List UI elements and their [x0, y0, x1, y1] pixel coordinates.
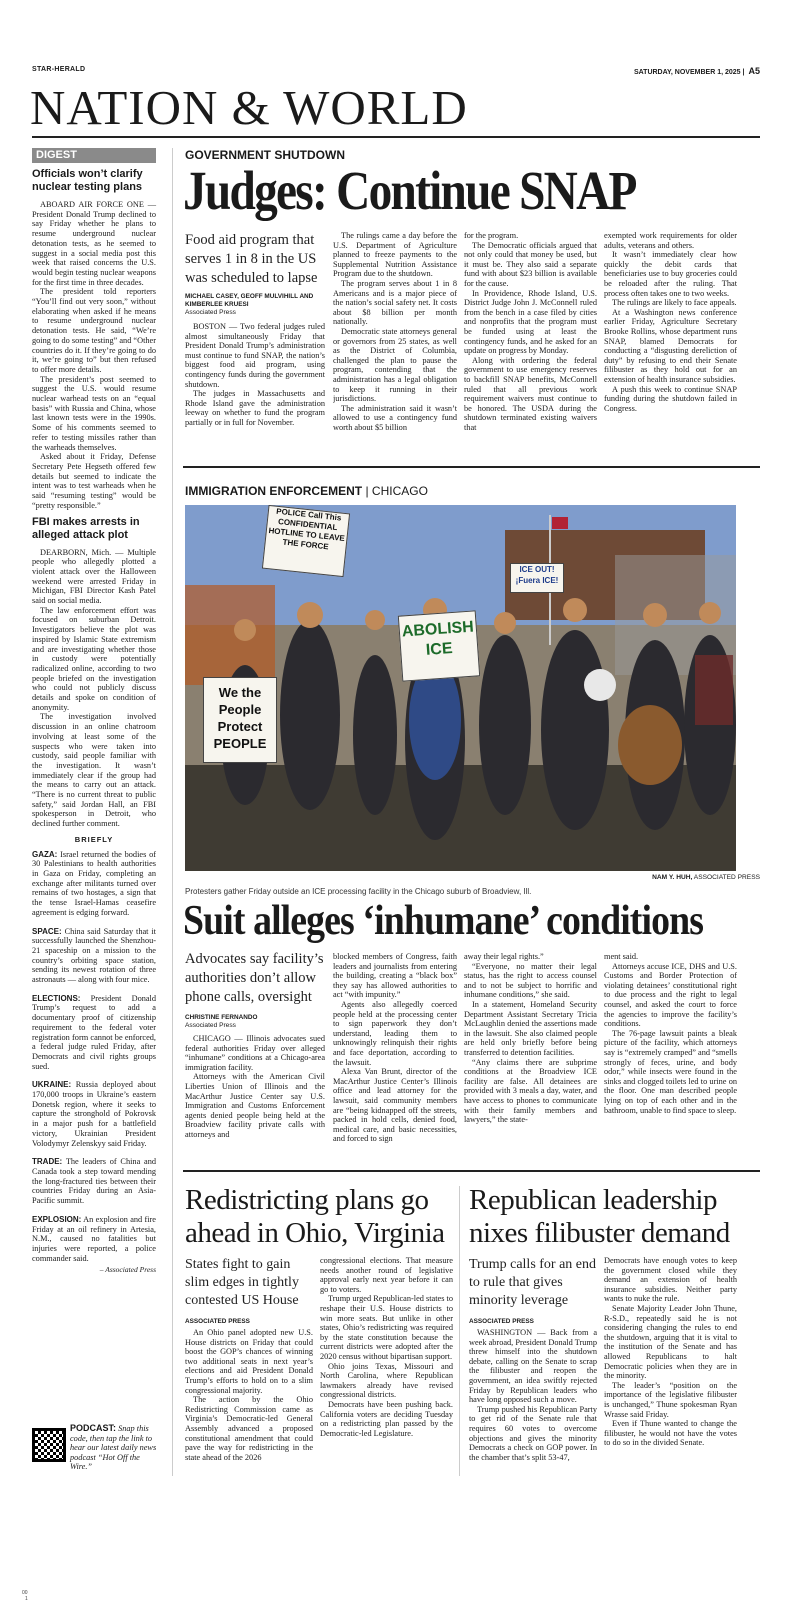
- photo-credit: [652, 874, 760, 881]
- story-paragraph: Trump urged Republican-led states to reshape their U.S. House districts to win more seats. But unlike in other states, Ohio’s redistricting was required by the state constitution because the current districts were adopted after the 2020 census without bipartisan support.: [320, 1294, 453, 1361]
- brief-ukraine: [32, 1080, 156, 1148]
- brief-elections: [32, 994, 156, 1072]
- story3-column-1: [185, 1328, 313, 1476]
- story1-deck: Food aid program that serves 1 in 8 in the US was scheduled to lapse: [185, 232, 318, 286]
- brief-gaza: [32, 850, 156, 918]
- story2-author: CHRISTINE FERNANDO: [185, 1014, 258, 1021]
- brief-text: Russia deployed about 170,000 troops in Ukraine’s eastern Donetsk region, where it seeks to capture the stronghold of Pokrovsk in a major push for a battlefield victory, Ukrainian President Volodymyr Zelenskyy said Friday.: [32, 1080, 156, 1148]
- story4-deck: Trump calls for an end to rule that gives minority leverage: [469, 1257, 597, 1308]
- brief-explosion: [32, 1215, 156, 1264]
- story-paragraph: At a Washington news conference earlier Friday, Agriculture Secretary Brooke Rollins, whose department runs SNAP, blamed Democrats for conducting a “disgusting dereliction of duty” by refusing to end their Senate filibuster as they hold out for an extension of health insurance subsidies.: [604, 307, 737, 384]
- story-paragraph: “Everyone, no matter their legal status, has the right to access counsel and to not be subject to horrific and inhumane conditions,” she said.: [464, 961, 597, 1000]
- story-paragraph: exempted work requirements for older adults, veterans and others.: [604, 231, 737, 250]
- story2-deck: Advocates say facility’s authorities don’t allow phone calls, oversight: [185, 951, 324, 1005]
- story-paragraph: Trump pushed his Republican Party to get rid of the Senate rule that requires 60 votes to overcome objections and gives the minority Democrats a check on GOP power. In the chamber that’s split 53-47,: [469, 1404, 597, 1462]
- story-divider: [183, 1170, 760, 1172]
- story-paragraph: The judges in Massachusetts and Rhode Island gave the administration leeway on whether to fund the program partially or in full for November.: [185, 389, 325, 427]
- story-paragraph: BOSTON — Two federal judges ruled almost simultaneously Friday that President Donald Trump’s administration must continue to fund SNAP, the nation’s biggest food aid program, using contingency funds during the government shutdown.: [185, 322, 325, 389]
- story-paragraph: It wasn’t immediately clear how quickly the debit cards that beneficiaries use to buy groceries could be reloaded after the ruling. That process often takes one to two weeks.: [604, 250, 737, 298]
- protest-photo: [185, 505, 736, 871]
- story4-headline: Republican leadership nixes filibuster demand: [469, 1184, 730, 1249]
- story-paragraph: The action by the Ohio Redistricting Commission came as Virginia’s Democratic-led General Assembly advanced a proposed constitutional amendment that could pave the way for redistricting in the state ahead of the 2026: [185, 1395, 313, 1462]
- story2-kicker-separator: |: [362, 484, 372, 498]
- print-code: [22, 1590, 28, 1602]
- digest-tag: DIGEST: [32, 148, 156, 163]
- story2-kicker: [185, 484, 428, 498]
- brief-label: EXPLOSION:: [32, 1214, 82, 1224]
- story-paragraph: Democratic state attorneys general or governors from 25 states, as well as the District of Columbia, challenged the plan to pause the program, contending that the administration has a legal obligation to keep it running in their jurisdictions.: [333, 326, 457, 404]
- briefly-label: BRIEFLY: [74, 834, 114, 844]
- story1-authors: MICHAEL CASEY, GEOFF MULVIHILL AND KIMBERLEE KRUESI: [185, 293, 314, 308]
- brief-label: TRADE:: [32, 1157, 63, 1167]
- brief-label: UKRAINE:: [32, 1080, 72, 1090]
- story2-column-4: [604, 952, 737, 1160]
- story1-column-3: [464, 231, 597, 458]
- protest-sign-we-the-people: We the People Protect PEOPLE: [203, 677, 277, 763]
- story-paragraph: for the program.: [464, 231, 519, 240]
- story2-column-1: [185, 1034, 325, 1160]
- column-divider: [459, 1186, 460, 1476]
- story-paragraph: CHICAGO — Illinois advocates sued federal authorities Friday over alleged “inhumane” conditions at a Chicago-area immigration facility.: [185, 1034, 325, 1072]
- story2-column-3: [464, 952, 597, 1160]
- story-paragraph: Attorneys with the American Civil Liberties Union of Illinois and the MacArthur Justice Center say U.S. Immigration and Customs Enforcement agents denied people being held at the Broadview facility private calls with attorneys and: [185, 1072, 325, 1139]
- story-paragraph: A push this week to continue SNAP funding during the shutdown failed in Congress.: [604, 384, 737, 413]
- story-paragraph: “Any claims there are subprime conditions at the Broadview ICE facility are false. All detainees are provided with 3 meals a day, water, and have access to phones to communicate with their family members and lawyers,” the state-: [464, 1057, 597, 1125]
- brief-label: ELECTIONS:: [32, 993, 81, 1003]
- section-title: NATION & WORLD: [30, 80, 468, 135]
- qr-code-icon[interactable]: [32, 1428, 66, 1462]
- digest-paragraph: The president’s post seemed to suggest the U.S. would resume nuclear warhead tests on an “equal basis” with Russia and China, whose last known tests were in the 1990s. Some of his comments seemed to refer to testing missiles rather than the warheads themselves.: [32, 374, 156, 452]
- story1-column-2: [333, 231, 457, 458]
- digest-column: [32, 148, 156, 1275]
- podcast-label: PODCAST:: [70, 1423, 117, 1433]
- protest-sign-ice-out: ICE OUT! ¡Fuera ICE!: [510, 563, 564, 593]
- digest-paragraph: The law enforcement effort was focused on suburban Detroit. Investigators believe the plot was inspired by Islamic State extremism and are investigating whether those in custody were potentially radicalized online, according to two people briefed on the investigation who could not publicly discuss details and spoke on condition of anonymity.: [32, 605, 156, 712]
- story-paragraph: blocked members of Congress, faith leaders and journalists from entering the building, creating a “black box” they say has allowed authorities to act “with impunity.”: [333, 952, 457, 1000]
- story-paragraph: Ohio joins Texas, Missouri and North Carolina, where Republican lawmakers already have revised congressional districts.: [320, 1361, 453, 1400]
- story3-headline: Redistricting plans go ahead in Ohio, Virginia: [185, 1184, 445, 1249]
- paper-name: STAR-HERALD: [32, 66, 86, 73]
- story-paragraph: An Ohio panel adopted new U.S. House districts on Friday that could boost the GOP’s chances of winning two additional seats in next year’s elections and aid President Donald Trump’s efforts to hold on to a slim congressional majority.: [185, 1328, 313, 1395]
- story-paragraph: The leader’s “position on the importance of the legislative filibuster is unchanged,” Thune spokesman Ryan Wrasse said Friday.: [604, 1380, 737, 1419]
- brief-text: President Donald Trump’s request to add a documentary proof of citizenship requirement to the federal voter registration form cannot be enforced, a federal judge ruled Friday, after Democrats and civil rights groups sued.: [32, 993, 156, 1071]
- digest-paragraph: ABOARD AIR FORCE ONE — President Donald Trump declined to say Friday whether he plans to resume underground nuclear detonation tests, as he seemed to suggest in a social media post this week that raised concerns the U.S. would begin testing nuclear weapons for the first time in three decades.: [32, 200, 156, 287]
- story1-headline: Judges: Continue SNAP: [183, 160, 636, 221]
- story-divider: [183, 466, 760, 468]
- print-code-line: 00: [22, 1590, 28, 1596]
- story1-column-1: [185, 322, 325, 458]
- brief-label: SPACE:: [32, 926, 62, 936]
- date-line: [634, 66, 760, 76]
- header-rule: [32, 136, 760, 138]
- story-paragraph: Even if Thune wanted to change the filibuster, he would not have the votes to do so in the divided Senate.: [604, 1419, 737, 1448]
- story-paragraph: In Providence, Rhode Island, U.S. District Judge John J. McConnell ruled from the bench in a case filed by cities and nonprofits that the program must be funded using at least the contingency funds, and he asked for an update on progress by Monday.: [464, 288, 597, 356]
- brief-text: Israel returned the bodies of 30 Palestinians to health authorities in Gaza on Friday, completing an exchange after militants turned over remains of two hostages, a sign that the tense Israel-Hamas ceasefire agreement is edging forward.: [32, 849, 156, 917]
- photo-credit-name: NAM Y. HUH,: [652, 874, 693, 881]
- story-paragraph: Senate Majority Leader John Thune, R-S.D., repeatedly said he is not considering changing the rules to end the shutdown, arguing that it is vital to the institution of the Senate and has allowed Republicans to halt Democratic policies when they are in the minority.: [604, 1303, 737, 1381]
- podcast-description: Snap this code, then tap the link to hear our latest daily news podcast “Hot Off the Wire.”: [70, 1424, 157, 1471]
- story2-agency: Associated Press: [185, 1022, 236, 1029]
- story-paragraph: Democrats have been pushing back. California voters are deciding Tuesday on a redistricting plan passed by the Democratic-led Legislature.: [320, 1399, 453, 1438]
- digest-credit: – Associated Press: [99, 1265, 156, 1275]
- story-paragraph: The Democratic officials argued that not only could that money be used, but it must be. They also said a separate fund with about $23 billion is available for the cause.: [464, 240, 597, 288]
- page-number: A5: [748, 66, 760, 76]
- story2-byline: [185, 1014, 325, 1030]
- story-paragraph: Along with ordering the federal government to use emergency reserves to backfill SNAP benefits, McConnell ruled that all previous work requirement waivers must continue to be honored. The USDA during the shutdown terminated existing waivers that: [464, 355, 597, 432]
- story2-kicker-topic: IMMIGRATION ENFORCEMENT: [185, 484, 363, 498]
- brief-space: [32, 927, 156, 985]
- brief-text: The leaders of China and Canada took a step toward mending the long-fractured ties between their countries Friday during an Asia-Pacific summit.: [32, 1157, 156, 1206]
- digest-paragraph: The president told reporters “You’ll find out very soon,” without elaborating when asked if he means to resume underground nuclear detonation tests. He said, “We’re going to do some testing” and “Other countries do it. If they’re going to do it, we’re going to” but then refused to offer more details.: [32, 287, 156, 374]
- issue-date: SATURDAY, NOVEMBER 1, 2025: [633, 69, 741, 76]
- masthead: [32, 66, 760, 78]
- column-divider: [172, 148, 173, 1476]
- story4-column-1: [469, 1328, 597, 1476]
- story4-byline: ASSOCIATED PRESS: [469, 1318, 534, 1325]
- story2-headline: Suit alleges ‘inhumane’ conditions: [183, 898, 704, 944]
- protest-sign-abolish-ice: ABOLISH ICE: [398, 610, 480, 681]
- podcast-promo[interactable]: [32, 1424, 156, 1474]
- date-separator: |: [742, 69, 745, 76]
- brief-text: An explosion and fire Friday at an oil refinery in Artesia, N.M., caused no fatalities but injuries were reported, a police commander said.: [32, 1214, 156, 1263]
- story-paragraph: Democrats have enough votes to keep the government closed while they demand an extension of health insurance subsidies. Neither party wants to nuke the rule.: [604, 1256, 737, 1304]
- story3-byline: ASSOCIATED PRESS: [185, 1318, 250, 1325]
- story-paragraph: ment said.: [604, 952, 639, 961]
- podcast-text: [70, 1424, 158, 1472]
- story-paragraph: WASHINGTON — Back from a week abroad, President Donald Trump threw himself into the shutdown debate, calling on the Senate to scrap the filibuster and reopen the government, an idea swiftly rejected Friday by Republican leaders who have long opposed such a move.: [469, 1328, 597, 1405]
- digest-paragraph: The investigation involved discussion in an online chatroom involving at least some of the suspects who were taken into custody, said people familiar with the investigation. It wasn’t immediately clear if the group had the means to carry out an attack. “There is no current threat to public safety,” said Jordan Hall, an FBI spokesperson in Detroit, who declined further comment.: [32, 712, 156, 829]
- story2-kicker-location: CHICAGO: [371, 484, 428, 498]
- digest-headline-nuclear: Officials won’t clarify nuclear testing plans: [32, 168, 143, 193]
- story-paragraph: The program serves about 1 in 8 Americans and is a major piece of the nation’s social safety net. It costs about $8 billion per month nationally.: [333, 278, 457, 327]
- story-paragraph: The rulings came a day before the U.S. Department of Agriculture planned to freeze payments to the Supplemental Nutrition Assistance Program due to the shutdown.: [333, 231, 457, 279]
- print-code-line: 1: [25, 1596, 28, 1602]
- story-paragraph: The rulings are likely to face appeals.: [612, 298, 737, 308]
- story-paragraph: Agents also allegedly coerced people held at the processing center to sign paperwork they don’t understand, leading them to unknowingly relinquish their rights and face deportation, according to the lawsuit.: [333, 999, 457, 1067]
- digest-paragraph: Asked about it Friday, Defense Secretary Pete Hegseth offered few details but seemed to indicate the intent was to test warheads when he said “resuming testing” would be “pretty responsible.”: [32, 452, 156, 510]
- story1-byline: [185, 293, 325, 317]
- story3-column-2: [320, 1256, 453, 1476]
- story-paragraph: The administration said it wasn’t allowed to use a contingency fund worth about $5 billion: [333, 403, 457, 432]
- story-paragraph: away their legal rights.”: [464, 952, 544, 961]
- story2-column-2: [333, 952, 457, 1160]
- story1-kicker: GOVERNMENT SHUTDOWN: [185, 148, 345, 162]
- digest-headline-fbi: FBI makes arrests in alleged attack plot: [32, 515, 140, 541]
- digest-paragraph: DEARBORN, Mich. — Multiple people who allegedly plotted a violent attack over the Halloween weekend were arrested Friday in Michigan, FBI Director Kash Patel said on social media.: [32, 547, 156, 606]
- brief-text: China said Saturday that it successfully launched the Shenzhou-21 spaceship on a mission to the country’s orbiting space station, sending its newest rotation of three astronauts — along with four mice.: [32, 926, 156, 985]
- brief-trade: [32, 1157, 156, 1206]
- story1-column-4: [604, 231, 737, 458]
- story-paragraph: Attorneys accuse ICE, DHS and U.S. Customs and Border Protection of violating detainees’ constitutional right to due process and the right to legal counsel, and asked the court to force the agencies to improve the facility’s conditions.: [604, 961, 737, 1029]
- photo-caption: Protesters gather Friday outside an ICE processing facility in the Chicago suburb of Broadview, Ill.: [185, 887, 532, 896]
- story-paragraph: The 76-page lawsuit paints a bleak picture of the facility, which attorneys say is “extremely cramped” and “smells strongly of feces, urine, and body odor,” while insects were found in the sinks and clogged toilets led to urine on the floor. One man described people lying on top of each other and in the bathroom, unable to find space to sleep.: [604, 1028, 737, 1115]
- story-paragraph: In a statement, Homeland Security Department Assistant Secretary Tricia McLaughlin denied the assertions made in the lawsuit. She also claimed people are held only briefly before being transferred to detention facilities.: [464, 999, 597, 1057]
- brief-label: GAZA:: [32, 849, 58, 859]
- story3-deck: States fight to gain slim edges in tightly contested US House: [185, 1257, 299, 1308]
- photo-credit-org: ASSOCIATED PRESS: [692, 874, 760, 881]
- story-paragraph: Alexa Van Brunt, director of the MacArthur Justice Center’s Illinois office and lead attorney for the lawsuit, said community members are “being kidnapped off the streets, packed in hold cells, denied food, medical care, and basic necessities, and forced to sign: [333, 1067, 457, 1144]
- story-paragraph: congressional elections. That measure needs another round of legislative approval early next year before it can go to voters.: [320, 1256, 453, 1294]
- story1-agency: Associated Press: [185, 309, 236, 316]
- story4-column-2: [604, 1256, 737, 1476]
- protest-sign-hotline: POLICE Call This CONFIDENTIAL HOTLINE TO LEAVE THE FORCE: [262, 505, 350, 577]
